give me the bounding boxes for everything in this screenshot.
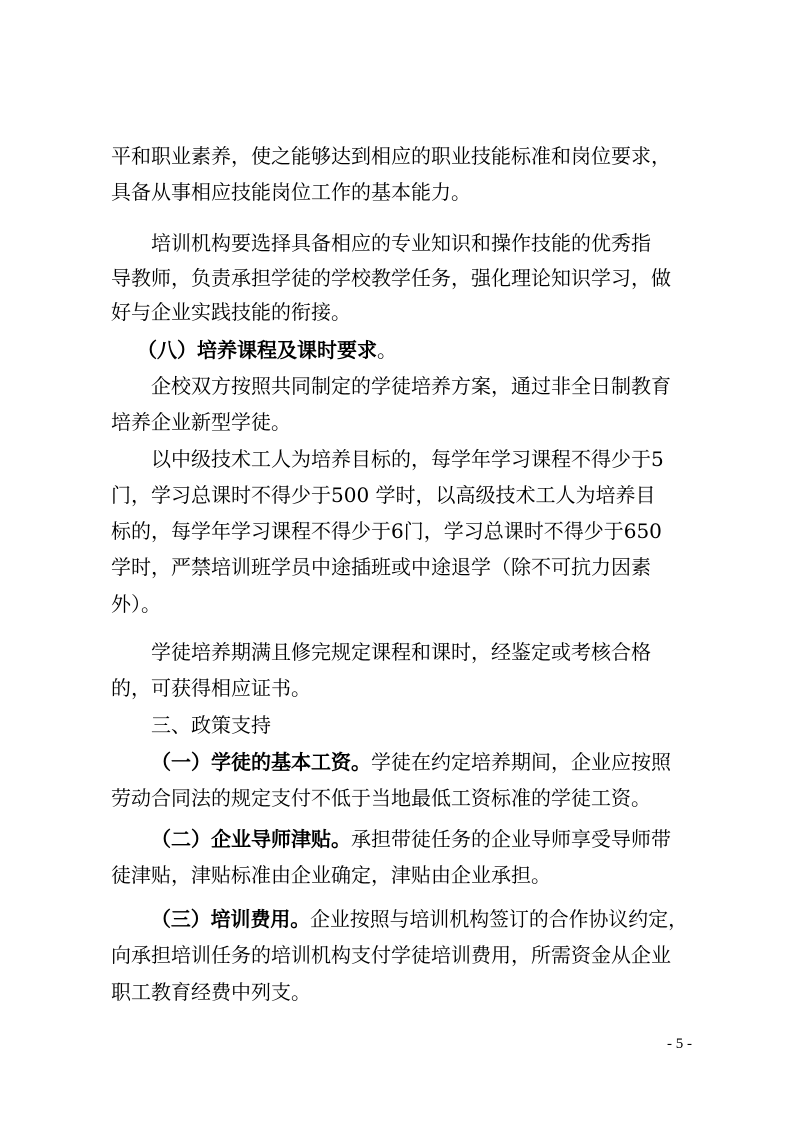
subsection-2-text: 承担带徒任务的企业导师享受导师带 <box>351 827 671 851</box>
page-number: - 5 - <box>667 1036 692 1052</box>
subsection-2-title: （二）企业导师津贴。 <box>151 827 351 851</box>
subsection-3-line-3: 职工教育经费中列支。 <box>111 980 311 1004</box>
paragraph-1-line-2: 具备从事相应技能岗位工作的基本能力。 <box>111 180 471 204</box>
subsection-1-line-1 <box>151 748 671 776</box>
paragraph-2-line-2: 导教师，负责承担学徒的学校教学任务，强化理论知识学习，做 <box>111 266 671 290</box>
paragraph-4-line-4: 学时，严禁培训班学员中途插班或中途退学（除不可抗力因素 <box>111 555 651 579</box>
paragraph-5-line-2: 的，可获得相应证书。 <box>111 676 311 700</box>
paragraph-4-line-1: 以中级技术工人为培养目标的，每学年学习课程不得少于5 <box>151 447 664 471</box>
subsection-3-line-1 <box>151 905 688 933</box>
heading-8 <box>137 336 397 364</box>
subsection-3-text: 企业按照与培训机构签订的合作协议约定， <box>310 907 688 931</box>
subsection-1-title: （一）学徒的基本工资。 <box>151 750 371 774</box>
paragraph-3-line-1: 企校双方按照共同制定的学徒培养方案，通过非全日制教育 <box>151 374 671 398</box>
subsection-3-title: （三）培训费用。 <box>151 907 311 931</box>
heading-8-title: （八）培养课程及课时要求 <box>137 338 377 362</box>
paragraph-5-line-1: 学徒培养期满且修完规定课程和课时，经鉴定或考核合格 <box>151 640 651 664</box>
paragraph-4-line-2: 门，学习总课时不得少于500 学时，以高级技术工人为培养目 <box>111 483 656 507</box>
subsection-2-line-2: 徒津贴，津贴标准由企业确定，津贴由企业承担。 <box>111 863 551 887</box>
paragraph-4-line-5: 外）。 <box>111 592 161 616</box>
subsection-1-text: 学徒在约定培养期间，企业应按照 <box>371 750 671 774</box>
paragraph-2-line-1: 培训机构要选择具备相应的专业知识和操作技能的优秀指 <box>151 231 651 255</box>
subsection-2-line-1 <box>151 825 671 853</box>
paragraph-1-line-1: 平和职业素养，使之能够达到相应的职业技能标准和岗位要求， <box>111 144 671 168</box>
subsection-1-line-2: 劳动合同法的规定支付不低于当地最低工资标准的学徒工资。 <box>111 786 651 810</box>
section-3-heading: 三、政策支持 <box>151 713 271 737</box>
paragraph-2-line-3: 好与企业实践技能的衔接。 <box>111 300 351 324</box>
heading-8-punct: 。 <box>377 338 397 362</box>
paragraph-4-line-3: 标的，每学年学习课程不得少于6门，学习总课时不得少于650 <box>111 519 662 543</box>
subsection-3-line-2: 向承担培训任务的培训机构支付学徒培训费用，所需资金从企业 <box>111 943 671 967</box>
paragraph-3-line-2: 培养企业新型学徒。 <box>111 410 291 434</box>
